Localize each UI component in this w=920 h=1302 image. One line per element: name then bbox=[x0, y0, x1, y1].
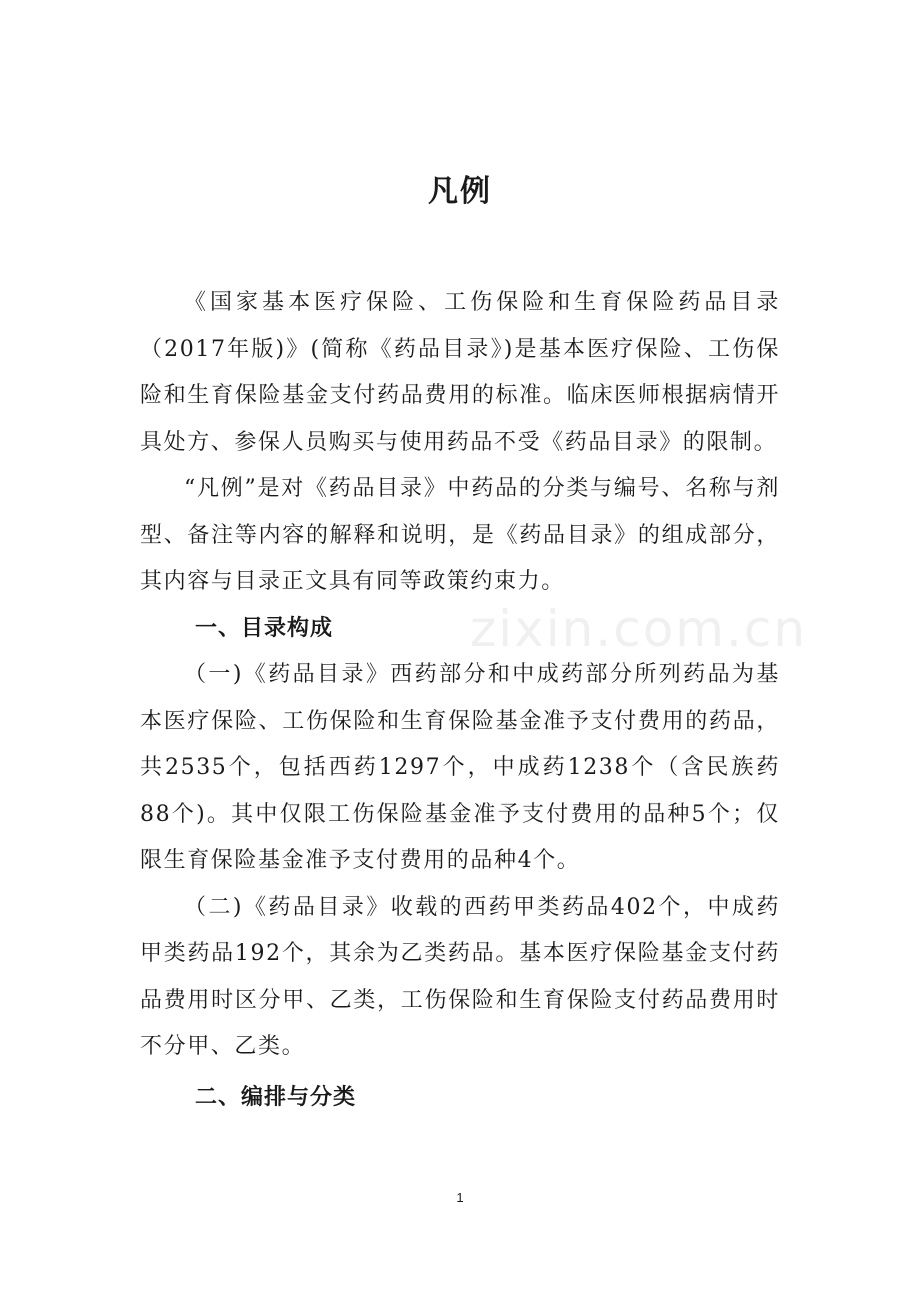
intro-paragraph-1: 《国家基本医疗保险、工伤保险和生育保险药品目录（2017年版)》(简称《药品目录》)是基本医疗保险、工伤保险和生育保险基金支付药品费用的标准。临床医师根据病情开具处方、参保人员购买与使用药品不受《药品目录》的限制。 bbox=[140, 290, 780, 455]
section-1-paragraph-1: （一)《药品目录》西药部分和中成药部分所列药品为基本医疗保险、工伤保险和生育保险基金准予支付费用的药品，共2535个，包括西药1297个，中成药1238个（含民族药88个)。其中仅限工伤保险基金准予支付费用的品种5个；仅限生育保险基金准予支付费用的品种4个。 bbox=[140, 662, 780, 873]
watermark: zixin.com.cn bbox=[470, 600, 808, 658]
page-title: 凡例 bbox=[428, 174, 492, 209]
document-body bbox=[140, 280, 780, 1121]
section-1-paragraph-2: （二)《药品目录》收载的西药甲类药品402个，中成药甲类药品192个，其余为乙类药品。基本医疗保险基金支付药品费用时区分甲、乙类，工伤保险和生育保险支付药品费用时不分甲、乙类。 bbox=[140, 894, 780, 1059]
intro-paragraph-2: “凡例”是对《药品目录》中药品的分类与编号、名称与剂型、备注等内容的解释和说明，是《药品目录》的组成部分，其内容与目录正文具有同等政策约束力。 bbox=[140, 476, 780, 594]
section-heading-1: 一、目录构成 bbox=[195, 615, 334, 641]
section-heading-2: 二、编排与分类 bbox=[195, 1084, 357, 1110]
page-number: 1 bbox=[456, 1190, 464, 1205]
